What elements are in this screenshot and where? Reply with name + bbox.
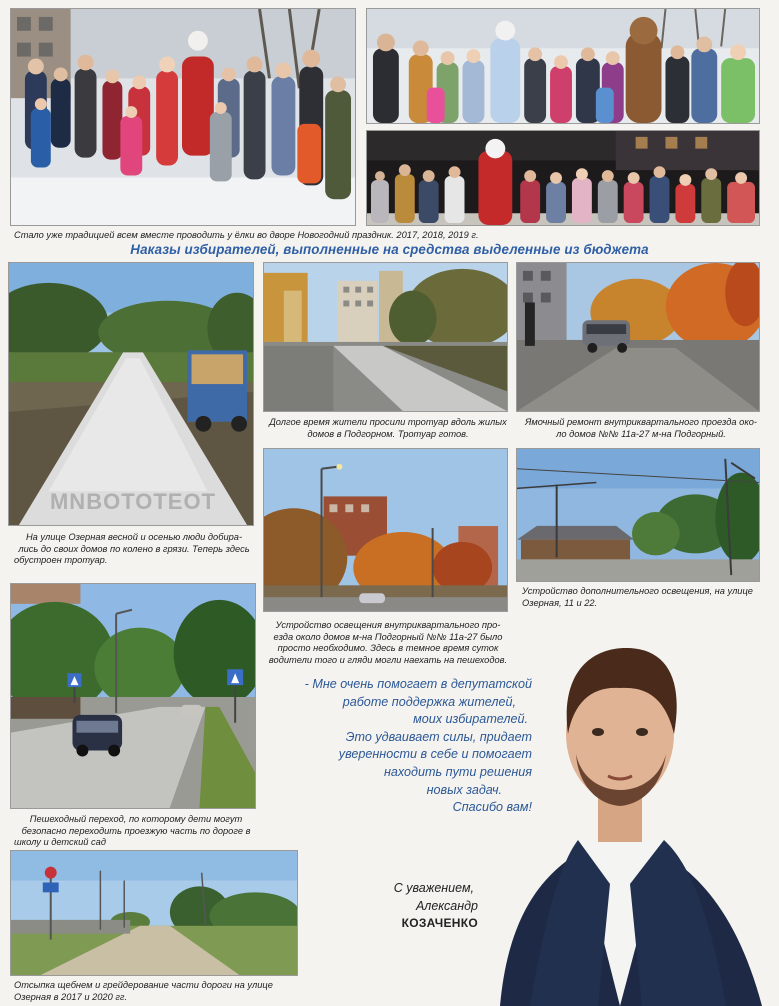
quote-line: Спасибо вам! <box>452 800 532 815</box>
caption-crossing-line: Пешеходный переход, по которому дети могут <box>29 814 243 824</box>
photo-watermark: MNBOTOTEOT <box>49 489 217 514</box>
caption-pothole-line: ло домов №№ 11а-27 м-на Подгорный. <box>556 428 726 439</box>
signature-first-name: Александр <box>415 898 478 913</box>
caption-extra-lighting-line: Устройство дополнительного освещения, на улице <box>522 586 753 596</box>
signature-last-name: КОЗАЧЕНКО <box>401 916 478 930</box>
caption-gravel-line: Отсыпка щебнем и грейдерование части дороги на улице <box>14 980 273 990</box>
signature-greeting: С уважением, <box>393 881 474 895</box>
caption-lighting-line: езда около домов м-на Подгорный №№ 11а-27 было <box>273 631 503 642</box>
deputy-portrait <box>470 634 770 1006</box>
photo-gravel-road <box>10 850 298 976</box>
caption-gravel-line: Озерная в 2017 и 2020 гг. <box>14 991 128 1002</box>
caption-gravel <box>14 980 314 1003</box>
caption-pothole-line: Ямочный ремонт внутриквартального проезда око- <box>524 417 757 427</box>
caption-lighting-line: просто необходимо. Здесь в темное время суток <box>277 643 499 654</box>
caption-ozernaya-line: лись до своих домов по колено в грязи. Теперь здесь <box>18 543 250 554</box>
caption-crossing <box>10 814 262 849</box>
caption-sidewalk <box>263 417 513 440</box>
caption-ozernaya <box>8 532 260 567</box>
quote-line: новых задач. <box>426 782 502 797</box>
quote-line: моих избирателей. <box>413 712 528 727</box>
photo-new-year-1 <box>10 8 356 226</box>
caption-sidewalk-line: Долгое время жители просили тротуар вдоль жилых <box>269 417 507 427</box>
caption-extra-lighting <box>522 586 772 609</box>
photo-new-year-3 <box>366 130 760 226</box>
photo-extra-lighting <box>516 448 760 582</box>
signature-block <box>394 880 478 933</box>
caption-pothole <box>516 417 766 440</box>
quote-line: работе поддержка жителей, <box>342 694 516 709</box>
photo-podgorny-sidewalk <box>263 262 508 412</box>
quote-line: Это удваивает силы, придает <box>345 729 532 744</box>
caption-lighting-line: Устройство освещения внутриквартального про- <box>275 620 501 630</box>
quote-line: находить пути решения <box>383 764 532 779</box>
section-heading: Наказы избирателей, выполненные на средства выделенные из бюджета <box>130 242 649 257</box>
photo-pedestrian-crossing <box>10 583 256 809</box>
photo-lighting <box>263 448 508 612</box>
caption-crossing-line: школу и детский сад <box>14 837 106 848</box>
quote-line: - Мне очень помогает в депутатской <box>304 677 532 691</box>
caption-extra-lighting-line: Озерная, 11 и 22. <box>522 597 598 608</box>
caption-sidewalk-line: домов в Подгорном. Тротуар готов. <box>307 428 469 439</box>
caption-new-year: Стало уже традицией всем вместе проводить у ёлки во дворе Новогодний праздник. 2017, 2018, 2019 г. <box>14 230 479 240</box>
caption-ozernaya-line: На улице Озерная весной и осенью люди добира- <box>25 532 243 542</box>
caption-crossing-line: безопасно переходить проезжую часть по дороге в <box>21 825 251 836</box>
photo-ozernaya-sidewalk <box>8 262 254 526</box>
photo-pothole-repair <box>516 262 760 412</box>
caption-lighting-line: водители того и гляди могли наехать на пешеходов. <box>268 654 508 665</box>
photo-new-year-2 <box>366 8 760 124</box>
quote-line: уверенности в себе и помогает <box>338 747 532 762</box>
caption-ozernaya-line: обустроен тротуар. <box>14 555 108 566</box>
